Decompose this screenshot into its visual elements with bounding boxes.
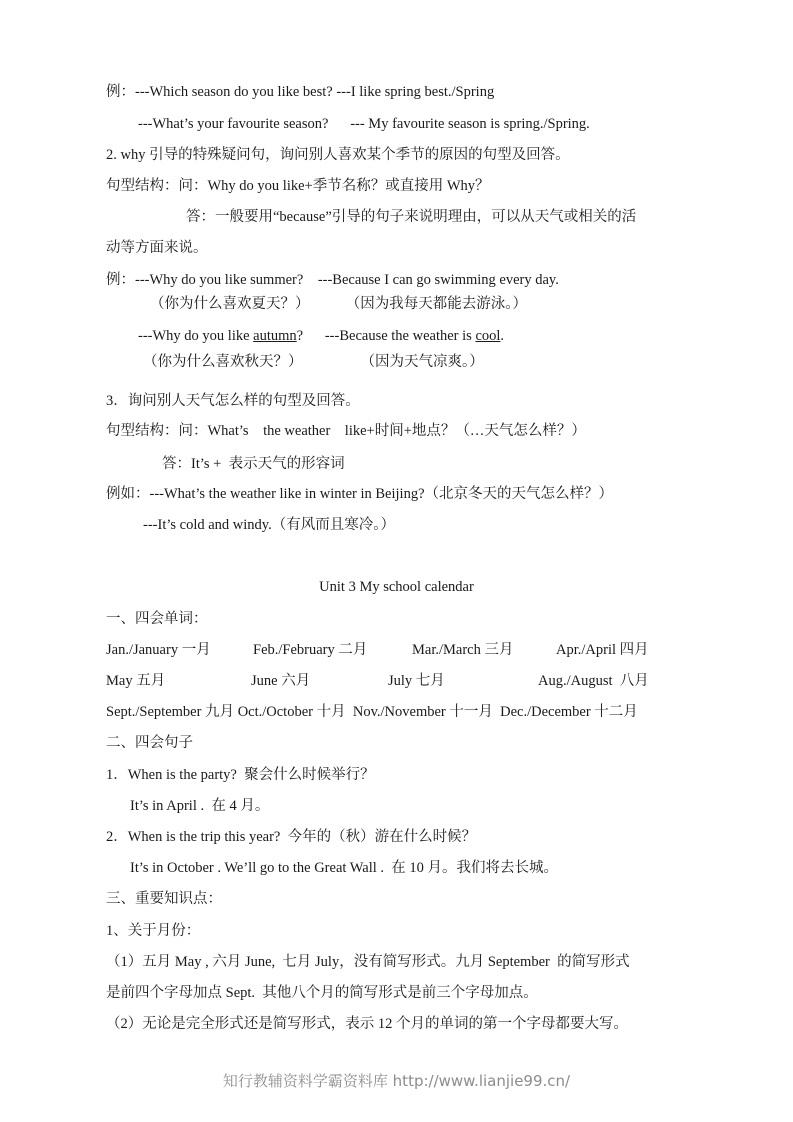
- example-text: ? ---Because the weather is: [296, 328, 476, 344]
- example-line: ---What’s your favourite season? --- My favourite season is spring./Spring.: [138, 116, 590, 132]
- example-line: ---It’s cold and windy.（有风而且寒冷。）: [143, 517, 395, 533]
- section-heading: 三、重要知识点：: [106, 891, 222, 907]
- structure-line: 句型结构：问：Why do you like+季节名称？或直接用 Why？: [106, 178, 490, 194]
- month-item: Mar./March 三月: [412, 642, 514, 658]
- knowledge-text: （2）无论是完全形式还是简写形式，表示 12 个月的单词的第一个字母都要大写。: [106, 1016, 628, 1032]
- sentence-line: It’s in April . 在 4 月。: [130, 798, 270, 814]
- example-text: .: [500, 328, 505, 344]
- month-item: July 七月: [388, 673, 445, 689]
- sentence-line: 2．When is the trip this year? 今年的（秋）游在什么时候？: [106, 829, 477, 845]
- footer-watermark: 知行教辅资料学霸资料库 http://www.lianjie99.cn/: [222, 1072, 571, 1090]
- example-line: 例如：---What’s the weather like in winter in Beijing?（北京冬天的天气怎么样？）: [106, 486, 614, 502]
- month-item: May 五月: [106, 673, 166, 689]
- knowledge-heading: 1、关于月份：: [106, 923, 201, 939]
- translation-line: （你为什么喜欢秋天？） （因为天气凉爽。）: [143, 354, 484, 370]
- knowledge-text: 是前四个字母加点 Sept. 其他八个月的简写形式是前三个字母加点。: [106, 985, 538, 1001]
- underlined-word: cool: [475, 328, 501, 344]
- month-item: June 六月: [251, 673, 311, 689]
- sentence-line: 1．When is the party? 聚会什么时候举行？: [106, 767, 375, 783]
- example-line: 例：---Why do you like summer? ---Because I can go swimming every day.: [106, 272, 559, 288]
- example-line: 例：---Which season do you like best? ---I like spring best./Spring: [106, 84, 495, 100]
- structure-line: 动等方面来说。: [106, 240, 208, 256]
- structure-line: 答：It’s + 表示天气的形容词: [162, 456, 345, 472]
- underlined-word: autumn: [253, 328, 297, 344]
- month-row: Sept./September 九月 Oct./October 十月 Nov./November 十一月 Dec./December 十二月: [106, 704, 638, 720]
- unit-title: Unit 3 My school calendar: [319, 579, 474, 595]
- numbered-heading: 3．询问别人天气怎么样的句型及回答。: [106, 393, 360, 409]
- translation-line: （你为什么喜欢夏天？） （因为我每天都能去游泳。）: [150, 296, 527, 312]
- month-item: Jan./January 一月: [106, 642, 211, 658]
- example-text: ---Why do you like: [138, 328, 254, 344]
- structure-line: 句型结构：问：What’s the weather like+时间+地点？（…天气怎么样？）: [106, 423, 586, 439]
- month-item: Aug./August 八月: [538, 673, 649, 689]
- section-heading: 二、四会句子: [106, 735, 193, 751]
- section-heading: 一、四会单词：: [106, 611, 208, 627]
- month-item: Apr./April 四月: [556, 642, 649, 658]
- knowledge-text: （1）五月 May , 六月 June, 七月 July，没有简写形式。九月 September 的简写形式: [106, 954, 630, 970]
- example-line: [138, 326, 504, 346]
- numbered-heading: 2. why 引导的特殊疑问句，询问别人喜欢某个季节的原因的句型及回答。: [106, 147, 570, 163]
- structure-line: 答：一般要用“because”引导的句子来说明理由，可以从天气或相关的活: [186, 209, 637, 225]
- sentence-line: It’s in October . We’ll go to the Great Wall . 在 10 月。我们将去长城。: [130, 860, 559, 876]
- month-item: Feb./February 二月: [253, 642, 368, 658]
